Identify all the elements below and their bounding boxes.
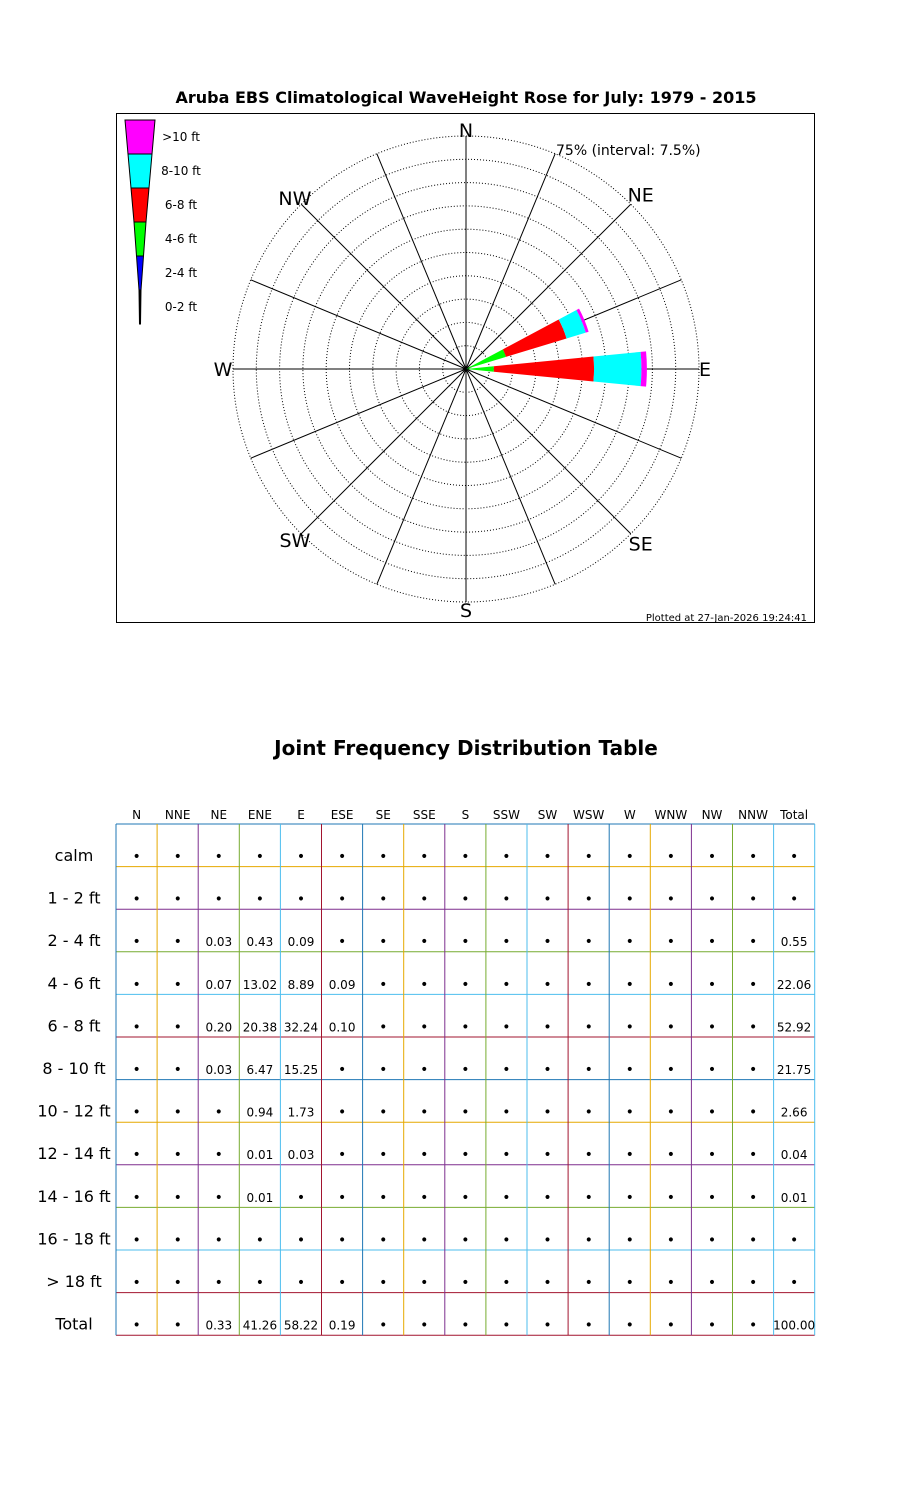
table-cell: • — [707, 1317, 717, 1334]
table-cell: • — [173, 1062, 182, 1078]
table-cell: • — [420, 1232, 429, 1249]
table-cell: • — [132, 1062, 141, 1078]
table-cell: • — [420, 849, 429, 865]
table-cell: • — [379, 1104, 388, 1121]
table-cell: • — [132, 1104, 141, 1121]
table-cell: • — [707, 1104, 717, 1121]
row-label-0: calm — [54, 846, 94, 865]
table-cell: • — [337, 934, 347, 951]
table-cell: • — [666, 1189, 676, 1206]
table-cell: • — [748, 1232, 758, 1249]
table-cell: • — [502, 934, 511, 951]
table-cell: 0.19 — [328, 1318, 356, 1333]
table-cell: • — [666, 891, 676, 908]
table-cell: 0.03 — [205, 1063, 233, 1077]
table-cell: • — [502, 1232, 511, 1249]
table-cell: 0.55 — [780, 935, 808, 950]
table-cell: 0.03 — [287, 1148, 315, 1163]
table-cell: • — [707, 976, 717, 993]
table-cell: • — [543, 1275, 552, 1291]
table-cell: • — [707, 1019, 717, 1036]
column-header-total: Total — [780, 808, 809, 822]
row-label-11: Total — [55, 1314, 93, 1334]
column-header-ene: ENE — [247, 808, 272, 822]
table-cell: • — [420, 976, 429, 993]
table-cell: • — [625, 934, 634, 951]
table-cell: • — [502, 1104, 511, 1121]
table-cell: • — [625, 1019, 634, 1036]
table-cell: • — [173, 934, 182, 951]
table-cell: 0.43 — [246, 935, 274, 950]
table-cell: • — [625, 1275, 634, 1291]
legend-label-2: 6-8 ft — [164, 198, 198, 212]
table-cell: • — [502, 1275, 511, 1291]
table-cell: • — [584, 934, 593, 951]
table-cell: • — [173, 891, 182, 908]
table-cell: • — [584, 849, 593, 865]
table-cell: • — [214, 1275, 223, 1291]
table-cell: • — [296, 1275, 306, 1291]
table-cell: • — [543, 1104, 552, 1121]
table-cell: • — [707, 1189, 717, 1206]
table-cell: • — [173, 976, 182, 993]
table-cell: • — [625, 1147, 634, 1164]
table-cell: • — [748, 1147, 758, 1164]
table-cell: • — [666, 1232, 676, 1249]
column-header-nw: NW — [701, 808, 723, 822]
legend-label-0: >10 ft — [162, 130, 200, 144]
table-cell: • — [748, 976, 758, 993]
table-cell: • — [748, 1104, 758, 1121]
table-cell: • — [789, 849, 799, 865]
table-cell: • — [337, 1189, 347, 1206]
table-cell: • — [625, 1104, 634, 1121]
table-cell: • — [666, 1275, 676, 1291]
table-cell: • — [420, 891, 429, 908]
table-cell: • — [337, 849, 347, 865]
table-cell: 2.66 — [780, 1105, 808, 1120]
table-cell: • — [214, 1232, 223, 1249]
column-header-nne: NNE — [164, 808, 191, 822]
table-cell: 0.10 — [328, 1020, 356, 1035]
table-cell: 0.09 — [328, 977, 356, 992]
table-cell: 0.01 — [246, 1148, 274, 1163]
table-cell: • — [214, 1104, 223, 1121]
row-label-7: 12 - 14 ft — [37, 1144, 111, 1164]
table-cell: • — [707, 1147, 717, 1164]
compass-label-s: S — [459, 600, 473, 622]
table-cell: 15.25 — [283, 1063, 319, 1077]
table-cell: • — [666, 1317, 676, 1334]
row-label-9: 16 - 18 ft — [37, 1229, 111, 1249]
table-cell: • — [748, 891, 758, 908]
table-cell: • — [584, 1062, 593, 1078]
table-cell: • — [337, 1104, 347, 1121]
table-cell: • — [132, 1317, 141, 1334]
column-header-wnw: WNW — [654, 808, 688, 822]
column-header-n: N — [132, 808, 142, 822]
table-cell: 0.07 — [205, 977, 233, 992]
column-header-ese: ESE — [330, 808, 354, 822]
table-cell: • — [132, 1019, 141, 1036]
table-cell: • — [461, 1019, 470, 1036]
table-cell: • — [132, 891, 141, 908]
table-cell: • — [173, 1317, 182, 1334]
row-label-5: 8 - 10 ft — [42, 1059, 106, 1078]
table-cell: • — [707, 1275, 717, 1291]
table-cell: • — [543, 849, 552, 865]
compass-label-nw: NW — [278, 187, 312, 210]
table-cell: • — [502, 1147, 511, 1164]
table-cell: • — [625, 1062, 634, 1078]
compass-label-sw: SW — [279, 530, 311, 553]
table-cell: • — [748, 1275, 758, 1291]
table-cell: 41.26 — [242, 1318, 278, 1333]
table-cell: • — [748, 849, 758, 865]
table-cell: • — [379, 1189, 388, 1206]
table-cell: • — [132, 1232, 141, 1249]
table-cell: • — [296, 1232, 306, 1249]
table-cell: • — [707, 891, 717, 908]
table-cell: • — [255, 891, 265, 908]
table-cell: 100.00 — [773, 1318, 816, 1333]
table-cell: • — [502, 976, 511, 993]
table-cell: • — [502, 891, 511, 908]
table-cell: • — [420, 1062, 429, 1078]
table-cell: • — [666, 1019, 676, 1036]
table-cell: • — [379, 1317, 388, 1334]
table-cell: • — [255, 849, 265, 865]
table-cell: • — [379, 891, 388, 908]
table-cell: • — [543, 976, 552, 993]
table-cell: • — [420, 1189, 429, 1206]
table-cell: • — [584, 1104, 593, 1121]
table-cell: • — [296, 1189, 306, 1206]
table-cell: • — [584, 1275, 593, 1291]
row-label-1: 1 - 2 ft — [47, 888, 101, 908]
row-label-3: 4 - 6 ft — [47, 973, 101, 993]
table-cell: • — [337, 1062, 347, 1078]
table-cell: • — [543, 891, 552, 908]
table-cell: • — [543, 1147, 552, 1164]
table-cell: • — [379, 1232, 388, 1249]
table-cell: • — [543, 1062, 552, 1078]
table-cell: • — [132, 1275, 141, 1291]
table-cell: 32.24 — [283, 1020, 319, 1035]
table-cell: • — [666, 1147, 676, 1164]
table-cell: 0.03 — [205, 935, 233, 950]
table-cell: • — [789, 1275, 799, 1291]
table-cell: • — [379, 934, 388, 951]
legend-label-3: 4-6 ft — [164, 232, 198, 246]
compass-label-e: E — [698, 359, 712, 381]
legend-label-1: 8-10 ft — [161, 164, 201, 178]
row-label-10: > 18 ft — [46, 1272, 102, 1291]
column-header-ssw: SSW — [492, 808, 520, 822]
table-cell: • — [132, 1147, 141, 1164]
table-cell: 58.22 — [283, 1318, 319, 1333]
column-header-sse: SSE — [412, 808, 436, 822]
table-cell: 1.73 — [287, 1105, 315, 1120]
table-cell: • — [584, 1147, 593, 1164]
table-cell: • — [132, 976, 141, 993]
table-cell: • — [379, 1147, 388, 1164]
column-header-se: SE — [375, 808, 391, 822]
table-cell: • — [296, 849, 306, 865]
table-cell: • — [173, 1189, 182, 1206]
compass-label-se: SE — [628, 533, 653, 556]
table-cell: • — [173, 1232, 182, 1249]
table-cell: • — [420, 1147, 429, 1164]
table-cell: • — [337, 1232, 347, 1249]
table-cell: • — [748, 934, 758, 951]
table-cell: • — [748, 1062, 758, 1078]
table-cell: • — [214, 1147, 223, 1164]
table-cell: • — [748, 1317, 758, 1334]
row-label-8: 14 - 16 ft — [37, 1186, 111, 1206]
table-cell: • — [379, 1062, 388, 1078]
table-cell: 6.47 — [246, 1063, 274, 1077]
table-cell: • — [543, 1189, 552, 1206]
table-cell: • — [173, 1147, 182, 1164]
table-cell: 0.33 — [205, 1318, 233, 1333]
table-cell: • — [666, 976, 676, 993]
rose-title: Aruba EBS Climatological WaveHeight Rose for July: 1979 - 2015 — [175, 88, 757, 107]
table-cell: 8.89 — [287, 977, 315, 992]
table-cell: • — [379, 849, 388, 865]
table-cell: • — [666, 849, 676, 865]
plot-timestamp: Plotted at 27-Jan-2026 19:24:41 — [645, 613, 807, 624]
table-cell: • — [543, 1019, 552, 1036]
table-cell: 52.92 — [776, 1020, 812, 1035]
table-cell: • — [502, 1062, 511, 1078]
compass-label-w: W — [213, 359, 233, 381]
table-cell: • — [461, 976, 470, 993]
table-cell: • — [584, 1317, 593, 1334]
table-cell: • — [625, 891, 634, 908]
table-cell: • — [214, 891, 223, 908]
table-cell: 0.20 — [205, 1020, 233, 1035]
table-cell: • — [420, 1104, 429, 1121]
table-cell: 21.75 — [776, 1063, 812, 1077]
table-cell: 22.06 — [776, 977, 812, 992]
table-cell: • — [707, 849, 717, 865]
table-cell: 0.01 — [246, 1190, 274, 1205]
table-cell: • — [543, 1232, 552, 1249]
table-cell: • — [173, 849, 182, 865]
table-cell: 0.04 — [780, 1148, 808, 1163]
table-cell: • — [748, 1189, 758, 1206]
table-cell: • — [379, 1275, 388, 1291]
table-cell: • — [666, 1062, 676, 1078]
table-cell: • — [666, 934, 676, 951]
table-cell: • — [214, 849, 223, 865]
table-cell: • — [543, 934, 552, 951]
table-cell: • — [173, 1019, 182, 1036]
table-cell: • — [461, 1062, 470, 1078]
column-header-nnw: NNW — [738, 808, 769, 822]
compass-label-ne: NE — [627, 184, 654, 207]
table-cell: • — [461, 849, 470, 865]
table-cell: • — [789, 1232, 799, 1249]
table-cell: • — [502, 1317, 511, 1334]
table-cell: 0.01 — [780, 1190, 808, 1205]
row-label-6: 10 - 12 ft — [37, 1101, 111, 1121]
table-cell: • — [707, 1062, 717, 1078]
table-cell: • — [132, 934, 141, 951]
table-cell: • — [461, 1147, 470, 1164]
table-cell: 0.09 — [287, 935, 315, 950]
table-cell: • — [173, 1275, 182, 1291]
table-cell: • — [461, 1275, 470, 1291]
column-header-s: S — [461, 808, 470, 822]
table-cell: • — [707, 934, 717, 951]
table-cell: • — [502, 1189, 511, 1206]
table-cell: • — [584, 1019, 593, 1036]
table-cell: • — [789, 891, 799, 908]
table-cell: • — [296, 891, 306, 908]
ring-interval-label: 75% (interval: 7.5%) — [556, 143, 701, 159]
table-cell: • — [420, 934, 429, 951]
table-cell: • — [461, 1317, 470, 1334]
table-cell: 13.02 — [242, 977, 278, 992]
table-cell: • — [625, 1189, 634, 1206]
table-cell: • — [666, 1104, 676, 1121]
table-cell: • — [420, 1317, 429, 1334]
table-cell: • — [379, 976, 388, 993]
legend-label-5: 0-2 ft — [164, 300, 198, 314]
column-header-wsw: WSW — [573, 808, 605, 822]
table-cell: • — [584, 1189, 593, 1206]
column-header-e: E — [297, 808, 305, 822]
table-cell: • — [584, 976, 593, 993]
legend-label-4: 2-4 ft — [164, 266, 198, 280]
table-cell: • — [748, 1019, 758, 1036]
table-cell: • — [625, 1232, 634, 1249]
table-cell: 20.38 — [242, 1020, 278, 1035]
table-cell: • — [214, 1189, 223, 1206]
table-cell: • — [461, 1232, 470, 1249]
table-cell: • — [173, 1104, 182, 1121]
row-label-4: 6 - 8 ft — [47, 1016, 101, 1036]
column-header-w: W — [623, 808, 636, 822]
table-cell: • — [420, 1275, 429, 1291]
table-cell: • — [502, 1019, 511, 1036]
row-label-2: 2 - 4 ft — [47, 931, 101, 951]
table-cell: • — [337, 1275, 347, 1291]
compass-label-n: N — [458, 120, 474, 142]
table-cell: • — [584, 891, 593, 908]
table-cell: • — [255, 1275, 265, 1291]
table-cell: • — [625, 976, 634, 993]
table-cell: • — [461, 934, 470, 951]
table-cell: • — [132, 1189, 141, 1206]
table-cell: • — [461, 891, 470, 908]
table-cell: • — [337, 891, 347, 908]
table-cell: • — [502, 849, 511, 865]
table-cell: • — [461, 1104, 470, 1121]
table-cell: • — [255, 1232, 265, 1249]
table-cell: • — [337, 1147, 347, 1164]
table-cell: 0.94 — [246, 1105, 274, 1120]
column-header-ne: NE — [210, 808, 228, 822]
table-cell: • — [379, 1019, 388, 1036]
table-cell: • — [625, 1317, 634, 1334]
table-cell: • — [584, 1232, 593, 1249]
table-cell: • — [625, 849, 634, 865]
table-cell: • — [543, 1317, 552, 1334]
table-cell: • — [132, 849, 141, 865]
table-title: Joint Frequency Distribution Table — [274, 736, 658, 760]
table-cell: • — [420, 1019, 429, 1036]
table-cell: • — [707, 1232, 717, 1249]
column-header-sw: SW — [537, 808, 558, 822]
table-cell: • — [461, 1189, 470, 1206]
